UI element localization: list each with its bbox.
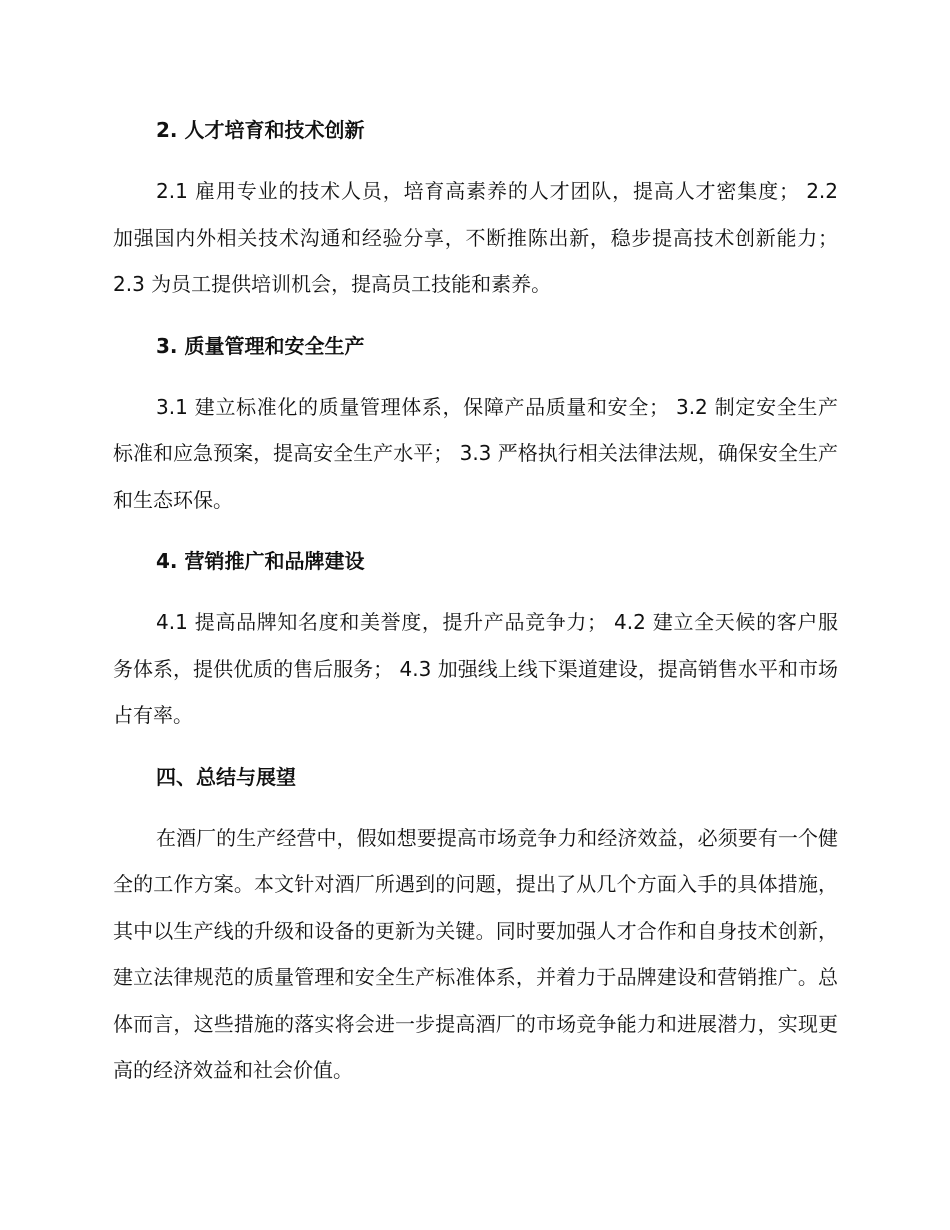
section-heading-marketing: 4. 营销推广和品牌建设 [156, 549, 365, 573]
section-body-marketing: 4.1 提高品牌知名度和美誉度，提升产品竞争力； 4.2 建立全天候的客户服务体系，提供优质的售后服务； 4.3 加强线上线下渠道建设，提高销售水平和市场占有率。 [113, 610, 838, 727]
section-heading-quality: 3. 质量管理和安全生产 [156, 333, 365, 358]
section-heading-summary: 四、总结与展望 [156, 764, 296, 789]
section-body-quality: 3.1 建立标准化的质量管理体系，保障产品质量和安全； 3.2 制定安全生产标准和应急预案，提高安全生产水平； 3.3 严格执行相关法律法规，确保安全生产和生态环保。 [113, 394, 838, 512]
section-body-summary: 在酒厂的生产经营中，假如想要提高市场竞争力和经济效益，必须要有一个健全的工作方案。本文针对酒厂所遇到的问题，提出了从几个方面入手的具体措施，其中以生产线的升级和设备的更新为关键。同时要加强人才合作和自身技术创新，建立法律规范的质量管理和安全生产标准体系，并着力于品牌建设和营销推广。总体而言，这些措施的落实将会进一步提高酒厂的市场竞争能力和进展潜力，实现更高的经济效益和社会价值。 [113, 825, 838, 1082]
section-body-talent: 2.1 雇用专业的技术人员，培育高素养的人才团队，提高人才密集度； 2.2 加强国内外相关技术沟通和经验分享，不断推陈出新，稳步提高技术创新能力； 2.3 为员工提供培训机会，提高员工技能和素养。 [113, 179, 838, 296]
section-heading-talent: 2. 人才培育和技术创新 [156, 118, 365, 142]
document-page [113, 108, 838, 1094]
